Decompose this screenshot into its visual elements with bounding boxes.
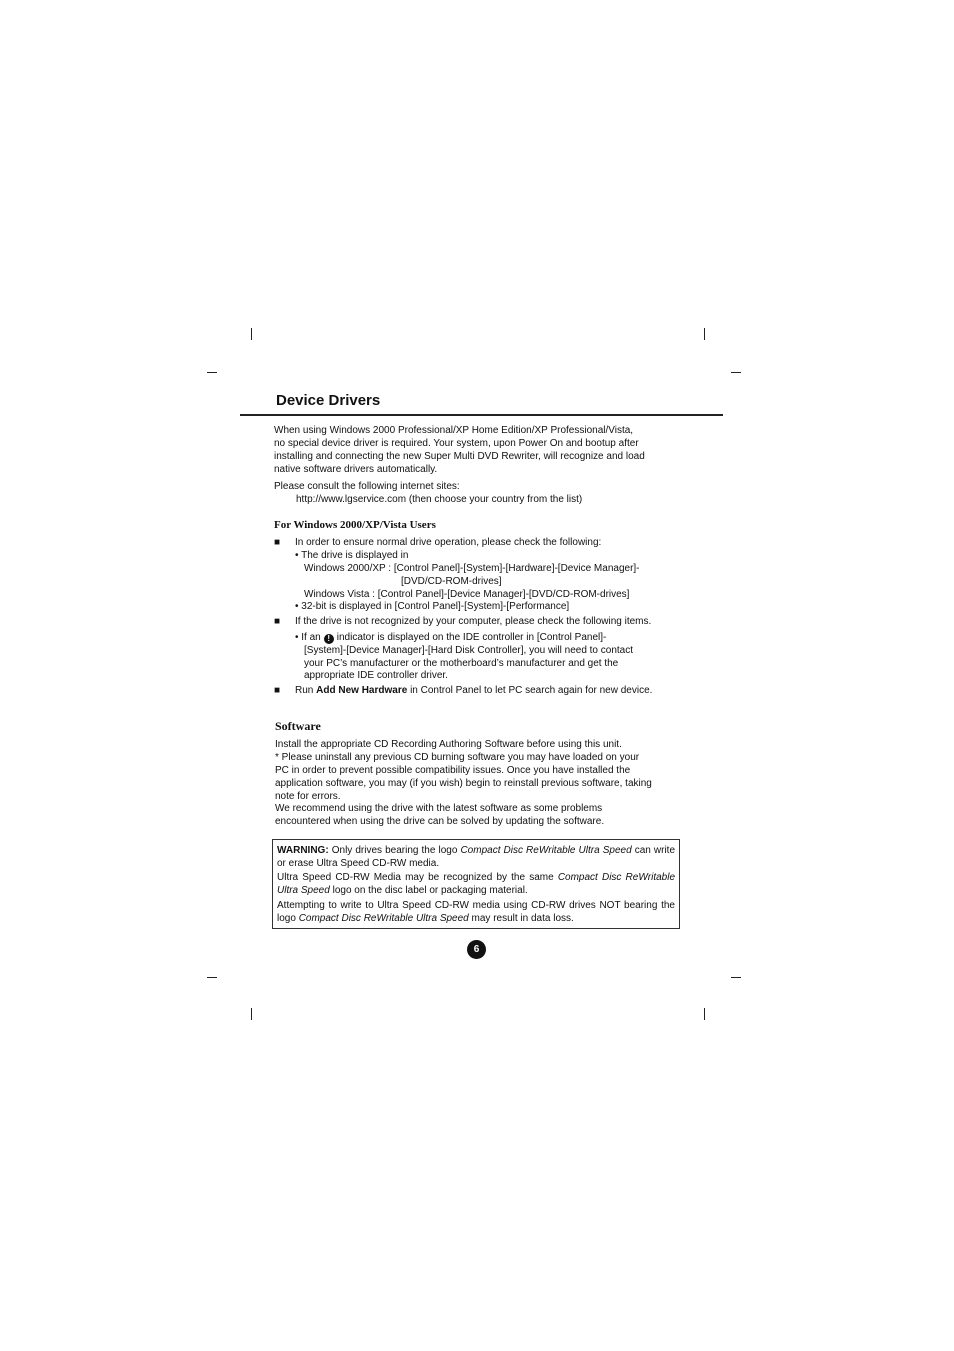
sub-item-text: [System]-[Device Manager]-[Hard Disk Controller], you will need to contact — [304, 645, 634, 656]
intro-line: native software drivers automatically. — [274, 464, 438, 475]
title-rule — [240, 414, 723, 416]
crop-mark-right-lower — [731, 977, 741, 978]
sub-item: • The drive is displayed in — [295, 550, 409, 561]
warning-text: may result in data loss. — [471, 913, 574, 924]
page-number: 6 — [467, 940, 486, 959]
bullet-square-icon: ■ — [274, 537, 281, 548]
warning-text: can write or erase Ultra Speed CD-RW media. — [277, 845, 675, 869]
bullet-square-icon: ■ — [274, 616, 281, 627]
software-heading: Software — [275, 719, 321, 733]
crop-mark-bottom-right — [704, 1008, 705, 1020]
software-line: application software, you may (if you wish) begin to reinstall previous software, taking — [275, 778, 652, 789]
crop-mark-left-lower — [207, 977, 217, 978]
warning-text: Ultra Speed CD-RW Media may be recognized by the same — [277, 872, 554, 883]
sub-item: • 32-bit is displayed in [Control Panel]-[System]-[Performance] — [295, 601, 570, 612]
software-line: note for errors. — [275, 791, 341, 802]
warning-box — [272, 839, 680, 929]
bullet-text: in Control Panel to let PC search again for new device. — [410, 685, 653, 696]
warning-text: Only drives bearing the logo — [331, 845, 458, 856]
warning-label: WARNING: — [277, 845, 329, 856]
sub-item-text: Windows Vista : [Control Panel]-[Device Manager]-[DVD/CD-ROM-drives] — [304, 589, 630, 600]
consult-text: Please consult the following internet sites: — [274, 481, 460, 492]
warning-paragraph — [277, 871, 675, 897]
bullet-square-icon: ■ — [274, 685, 281, 696]
warning-text: Attempting to write to Ultra Speed CD-RW media using CD-RW drives NOT bearing the logo — [277, 900, 675, 924]
warning-paragraph — [277, 844, 675, 870]
crop-mark-bottom-left — [251, 1008, 252, 1020]
software-line: Install the appropriate CD Recording Authoring Software before using this unit. — [275, 739, 622, 750]
bullet-bold-text: Add New Hardware — [316, 685, 408, 696]
sub-item-text: • If an — [295, 632, 321, 643]
page-title: Device Drivers — [276, 392, 381, 409]
crop-mark-right-upper — [731, 372, 741, 373]
sub-item-text: indicator is displayed on the IDE controller in [Control Panel]- — [336, 632, 607, 643]
sub-item-text: appropriate IDE controller driver. — [304, 670, 448, 681]
sub-item-text: your PC’s manufacturer or the motherboard’s manufacturer and get the — [304, 658, 619, 669]
sub-item-text: Windows 2000/XP : [Control Panel]-[System]-[Hardware]-[Device Manager]- — [304, 563, 640, 574]
warning-logo-name: Compact Disc ReWritable Ultra Speed — [460, 845, 632, 856]
intro-line: no special device driver is required. Your system, upon Power On and bootup after — [274, 438, 639, 449]
warning-logo-name: Compact Disc ReWritable Ultra Speed — [298, 913, 469, 924]
intro-line: When using Windows 2000 Professional/XP Home Edition/XP Professional/Vista, — [274, 425, 634, 436]
bullet-item: In order to ensure normal drive operation, please check the following: — [295, 537, 602, 548]
warning-logo-name: Compact Disc ReWritable Ultra Speed — [277, 872, 676, 896]
windows-heading: For Windows 2000/XP/Vista Users — [274, 519, 436, 531]
crop-mark-top-right — [704, 328, 705, 340]
sub-item — [295, 631, 606, 644]
consult-url[interactable]: http://www.lgservice.com (then choose your country from the list) — [296, 494, 583, 505]
software-line: encountered when using the drive can be solved by updating the software. — [275, 816, 605, 827]
software-line: * Please uninstall any previous CD burning software you may have loaded on your — [275, 752, 640, 763]
crop-mark-top-left — [251, 328, 252, 340]
warning-paragraph — [277, 899, 675, 925]
bullet-item: If the drive is not recognized by your computer, please check the following items. — [295, 616, 652, 627]
crop-mark-left-upper — [207, 372, 217, 373]
bullet-text: Run — [295, 685, 314, 696]
alert-icon: ! — [324, 634, 334, 644]
intro-line: installing and connecting the new Super Multi DVD Rewriter, will recognize and load — [274, 451, 645, 462]
software-line: PC in order to prevent possible compatibility issues. Once you have installed the — [275, 765, 631, 776]
bullet-item — [295, 684, 652, 697]
warning-text: logo on the disc label or packaging material. — [332, 885, 528, 896]
software-line: We recommend using the drive with the latest software as some problems — [275, 803, 603, 814]
sub-item-text: [DVD/CD-ROM-drives] — [401, 576, 502, 587]
